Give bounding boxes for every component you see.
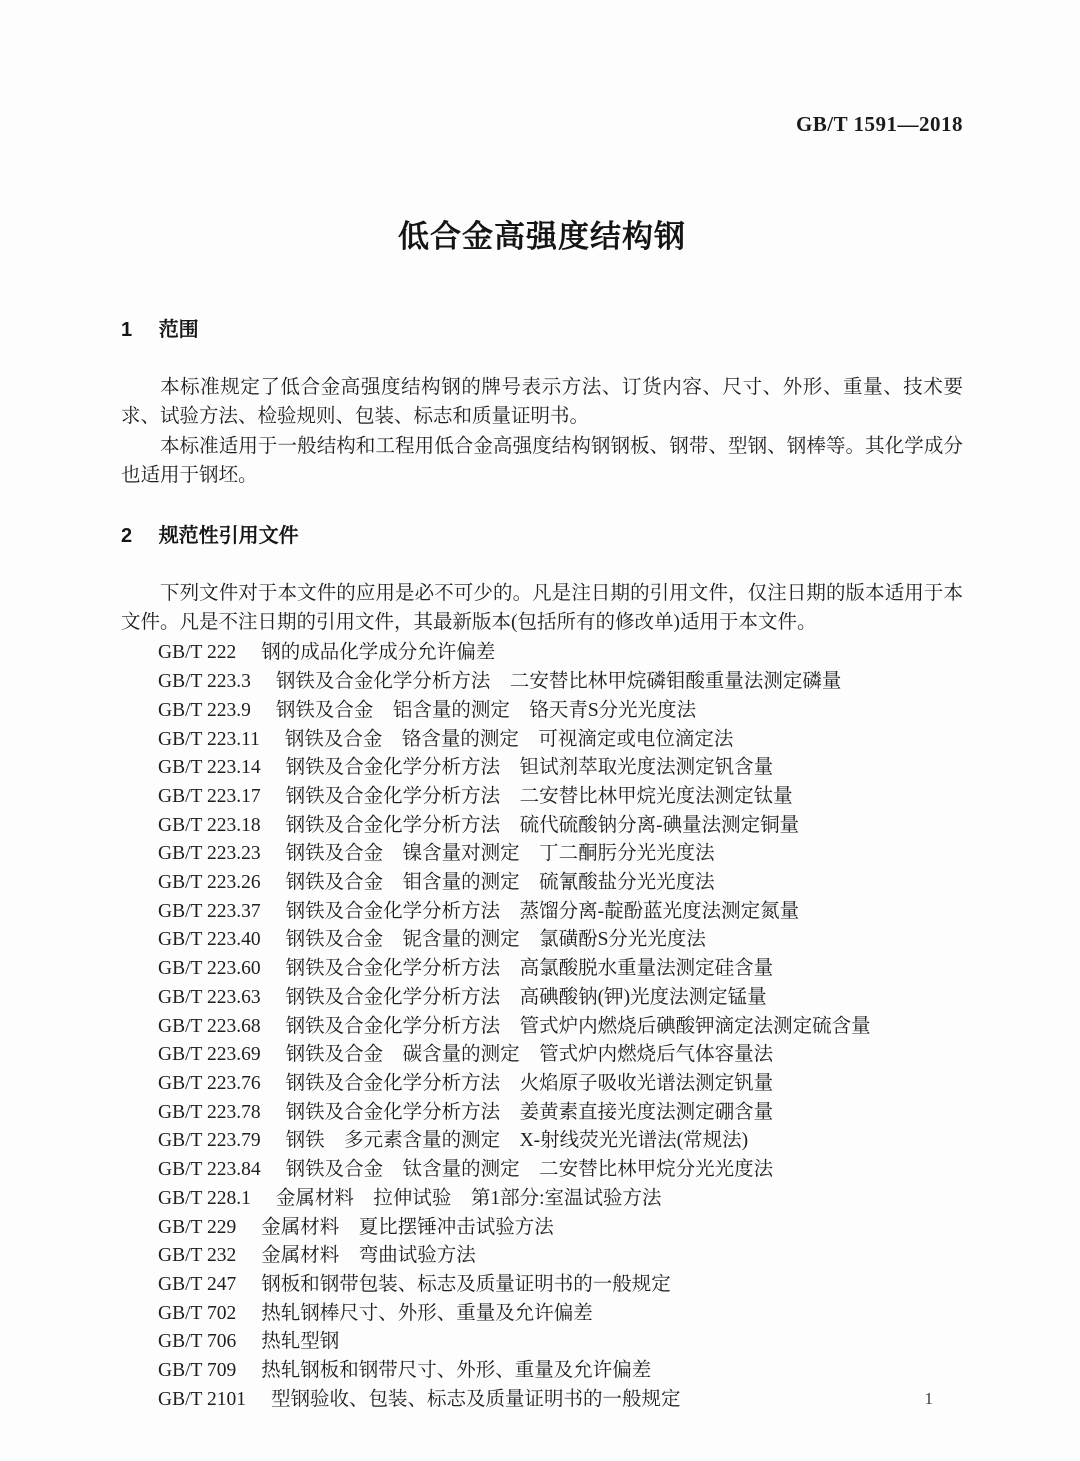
reference-code: GB/T 223.84 xyxy=(158,1159,261,1181)
reference-code: GB/T 702 xyxy=(158,1302,237,1324)
reference-title: 钢的成品化学成分允许偏差 xyxy=(261,642,496,664)
reference-item xyxy=(158,1300,963,1329)
reference-code: GB/T 229 xyxy=(158,1216,237,1238)
reference-title: 钢铁及合金化学分析方法 姜黄素直接光度法测定硼含量 xyxy=(285,1101,774,1123)
reference-code: GB/T 223.9 xyxy=(158,699,251,721)
reference-title: 钢铁 多元素含量的测定 X-射线荧光光谱法(常规法) xyxy=(285,1130,749,1152)
reference-item xyxy=(158,1070,963,1099)
reference-title: 钢铁及合金化学分析方法 二安替比林甲烷光度法测定钛量 xyxy=(285,785,793,807)
section-title: 范围 xyxy=(158,319,199,341)
reference-title: 钢铁及合金化学分析方法 钽试剂萃取光度法测定钒含量 xyxy=(285,757,774,779)
reference-item xyxy=(158,783,963,812)
reference-title: 钢铁及合金化学分析方法 硫代硫酸钠分离-碘量法测定铜量 xyxy=(285,814,800,836)
reference-code: GB/T 247 xyxy=(158,1273,237,1295)
reference-title: 钢铁及合金化学分析方法 管式炉内燃烧后碘酸钾滴定法测定硫含量 xyxy=(285,1015,871,1037)
reference-code: GB/T 223.68 xyxy=(158,1015,261,1037)
reference-item xyxy=(158,1328,963,1357)
reference-code: GB/T 223.17 xyxy=(158,785,261,807)
reference-title: 金属材料 弯曲试验方法 xyxy=(261,1245,476,1267)
reference-code: GB/T 223.40 xyxy=(158,929,261,951)
reference-item xyxy=(158,1242,963,1271)
reference-code: GB/T 223.11 xyxy=(158,728,260,750)
scope-paragraph-2: 本标准适用于一般结构和工程用低合金高强度结构钢钢板、钢带、型钢、钢棒等。其化学成分也适用于钢坯。 xyxy=(121,435,963,487)
reference-item xyxy=(158,926,963,955)
reference-item xyxy=(158,1386,963,1415)
reference-title: 钢铁及合金化学分析方法 二安替比林甲烷磷钼酸重量法测定磷量 xyxy=(275,671,842,693)
standard-number: GB/T 1591—2018 xyxy=(795,112,963,136)
reference-code: GB/T 223.63 xyxy=(158,986,261,1008)
reference-item xyxy=(158,1041,963,1070)
section-title: 规范性引用文件 xyxy=(158,524,299,547)
reference-title: 金属材料 拉伸试验 第1部分:室温试验方法 xyxy=(275,1187,662,1209)
reference-code: GB/T 223.18 xyxy=(158,814,261,836)
reference-list xyxy=(121,639,963,1414)
reference-item xyxy=(158,1156,963,1185)
reference-code: GB/T 706 xyxy=(158,1331,237,1353)
reference-title: 钢铁及合金 铝含量的测定 铬天青S分光光度法 xyxy=(275,699,697,721)
reference-item xyxy=(158,869,963,898)
reference-title: 钢铁及合金 铬含量的测定 可视滴定或电位滴定法 xyxy=(284,728,734,750)
reference-code: GB/T 232 xyxy=(158,1245,237,1267)
reference-title: 热轧钢棒尺寸、外形、重量及允许偏差 xyxy=(261,1302,593,1324)
reference-title: 钢铁及合金 镍含量对测定 丁二酮肟分光光度法 xyxy=(285,843,715,865)
page-number: 1 xyxy=(924,1389,933,1408)
reference-title: 钢板和钢带包装、标志及质量证明书的一般规定 xyxy=(261,1273,671,1295)
reference-code: GB/T 223.23 xyxy=(158,843,261,865)
reference-item xyxy=(158,1185,963,1214)
section-number: 2 xyxy=(121,524,133,547)
reference-item xyxy=(158,668,963,697)
reference-title: 钢铁及合金 铌含量的测定 氯磺酚S分光光度法 xyxy=(285,929,706,951)
section-number: 1 xyxy=(121,319,133,341)
reference-code: GB/T 223.78 xyxy=(158,1101,261,1123)
reference-title: 钢铁及合金化学分析方法 火焰原子吸收光谱法测定钒量 xyxy=(285,1072,774,1094)
reference-code: GB/T 223.26 xyxy=(158,872,261,894)
reference-item xyxy=(158,984,963,1013)
reference-code: GB/T 223.14 xyxy=(158,757,261,779)
reference-title: 钢铁及合金 钼含量的测定 硫氰酸盐分光光度法 xyxy=(285,872,715,894)
reference-item xyxy=(158,1013,963,1042)
page-content xyxy=(121,0,963,1414)
reference-title: 金属材料 夏比摆锤冲击试验方法 xyxy=(261,1216,554,1238)
reference-title: 热轧钢板和钢带尺寸、外形、重量及允许偏差 xyxy=(261,1360,652,1382)
reference-item xyxy=(158,898,963,927)
reference-item xyxy=(158,697,963,726)
reference-item xyxy=(158,639,963,668)
reference-item xyxy=(158,726,963,755)
reference-item xyxy=(158,1099,963,1128)
reference-item xyxy=(158,955,963,984)
reference-item xyxy=(158,812,963,841)
reference-code: GB/T 228.1 xyxy=(158,1187,251,1209)
reference-code: GB/T 709 xyxy=(158,1360,237,1382)
reference-item xyxy=(158,1214,963,1243)
reference-title: 热轧型钢 xyxy=(261,1331,340,1353)
reference-code: GB/T 223.60 xyxy=(158,958,261,980)
reference-code: GB/T 223.79 xyxy=(158,1130,261,1152)
references-intro: 下列文件对于本文件的应用是必不可少的。凡是注日期的引用文件，仅注日期的版本适用于本文件。凡是不注日期的引用文件，其最新版本(包括所有的修改单)适用于本文件。 xyxy=(121,582,963,634)
reference-code: GB/T 2101 xyxy=(158,1388,246,1410)
reference-item xyxy=(158,1357,963,1386)
reference-code: GB/T 222 xyxy=(158,642,237,664)
reference-code: GB/T 223.76 xyxy=(158,1072,261,1094)
section-heading-references xyxy=(121,519,963,548)
reference-title: 钢铁及合金化学分析方法 高氯酸脱水重量法测定硅含量 xyxy=(285,958,774,980)
reference-code: GB/T 223.3 xyxy=(158,671,251,693)
document-title: 低合金高强度结构钢 xyxy=(398,219,686,254)
reference-code: GB/T 223.69 xyxy=(158,1044,261,1066)
reference-item xyxy=(158,754,963,783)
reference-title: 钢铁及合金化学分析方法 蒸馏分离-靛酚蓝光度法测定氮量 xyxy=(285,900,800,922)
reference-code: GB/T 223.37 xyxy=(158,900,261,922)
reference-item xyxy=(158,840,963,869)
reference-item xyxy=(158,1127,963,1156)
reference-title: 钢铁及合金 钛含量的测定 二安替比林甲烷分光光度法 xyxy=(285,1159,774,1181)
reference-title: 钢铁及合金 碳含量的测定 管式炉内燃烧后气体容量法 xyxy=(285,1044,774,1066)
section-heading-scope xyxy=(121,313,963,342)
reference-title: 钢铁及合金化学分析方法 高碘酸钠(钾)光度法测定锰量 xyxy=(285,986,767,1008)
scope-paragraph-1: 本标准规定了低合金高强度结构钢的牌号表示方法、订货内容、尺寸、外形、重量、技术要求、试验方法、检验规则、包装、标志和质量证明书。 xyxy=(121,377,963,428)
reference-title: 型钢验收、包装、标志及质量证明书的一般规定 xyxy=(270,1388,681,1410)
reference-item xyxy=(158,1271,963,1300)
